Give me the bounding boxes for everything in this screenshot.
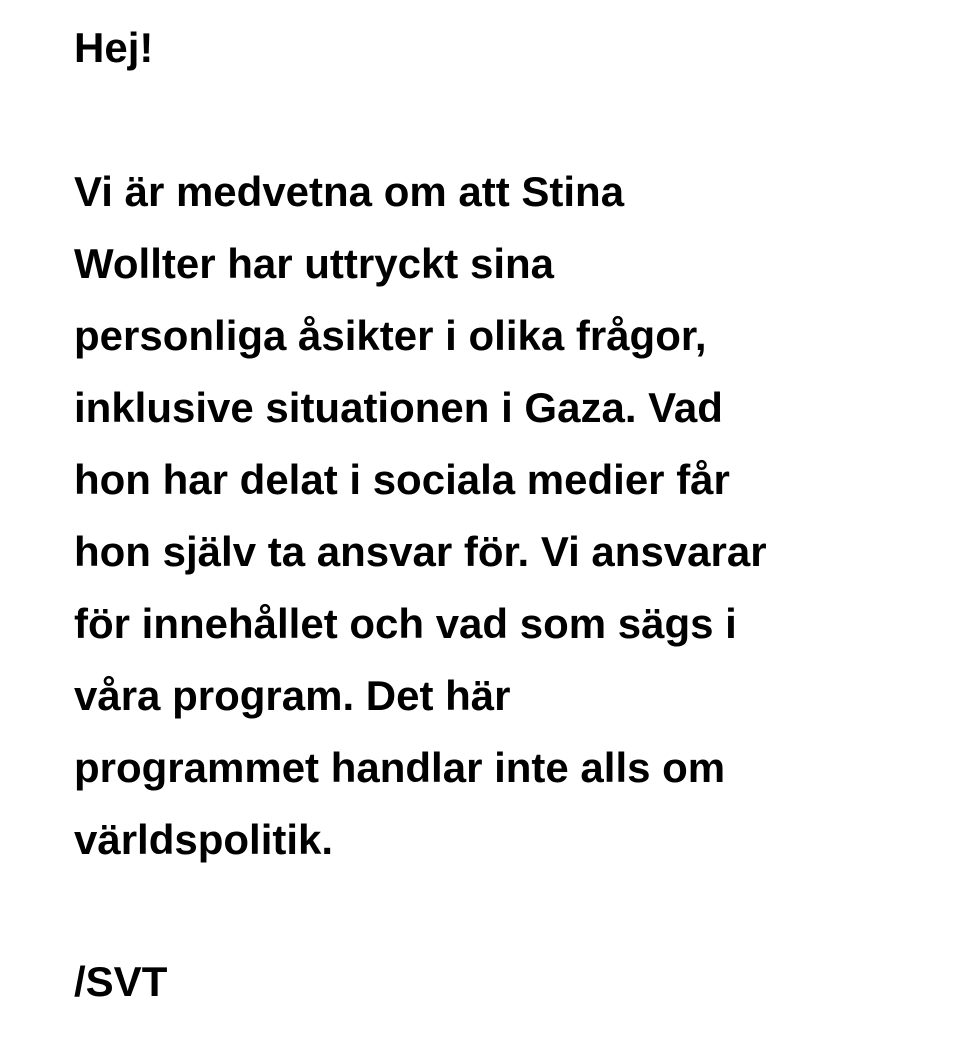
body-line: hon själv ta ansvar för. Vi ansvarar [74, 528, 767, 575]
greeting-block [74, 12, 153, 84]
signature-block [74, 946, 167, 1018]
body-line: hon har delat i sociala medier får [74, 456, 730, 503]
body-line: programmet handlar inte alls om [74, 744, 726, 791]
body-line: för innehållet och vad som sägs i [74, 600, 737, 647]
greeting-line: Hej! [74, 24, 154, 71]
signature-line: /SVT [74, 958, 168, 1005]
body-line: Wollter har uttryckt sina [74, 240, 555, 287]
body-line: världspolitik. [74, 816, 334, 863]
body-line: personliga åsikter i olika frågor, [74, 312, 707, 359]
body-line: Vi är medvetna om att Stina [74, 168, 625, 215]
message-body [74, 156, 767, 876]
body-line: inklusive situationen i Gaza. Vad [74, 384, 723, 431]
body-line: våra program. Det här [74, 672, 511, 719]
